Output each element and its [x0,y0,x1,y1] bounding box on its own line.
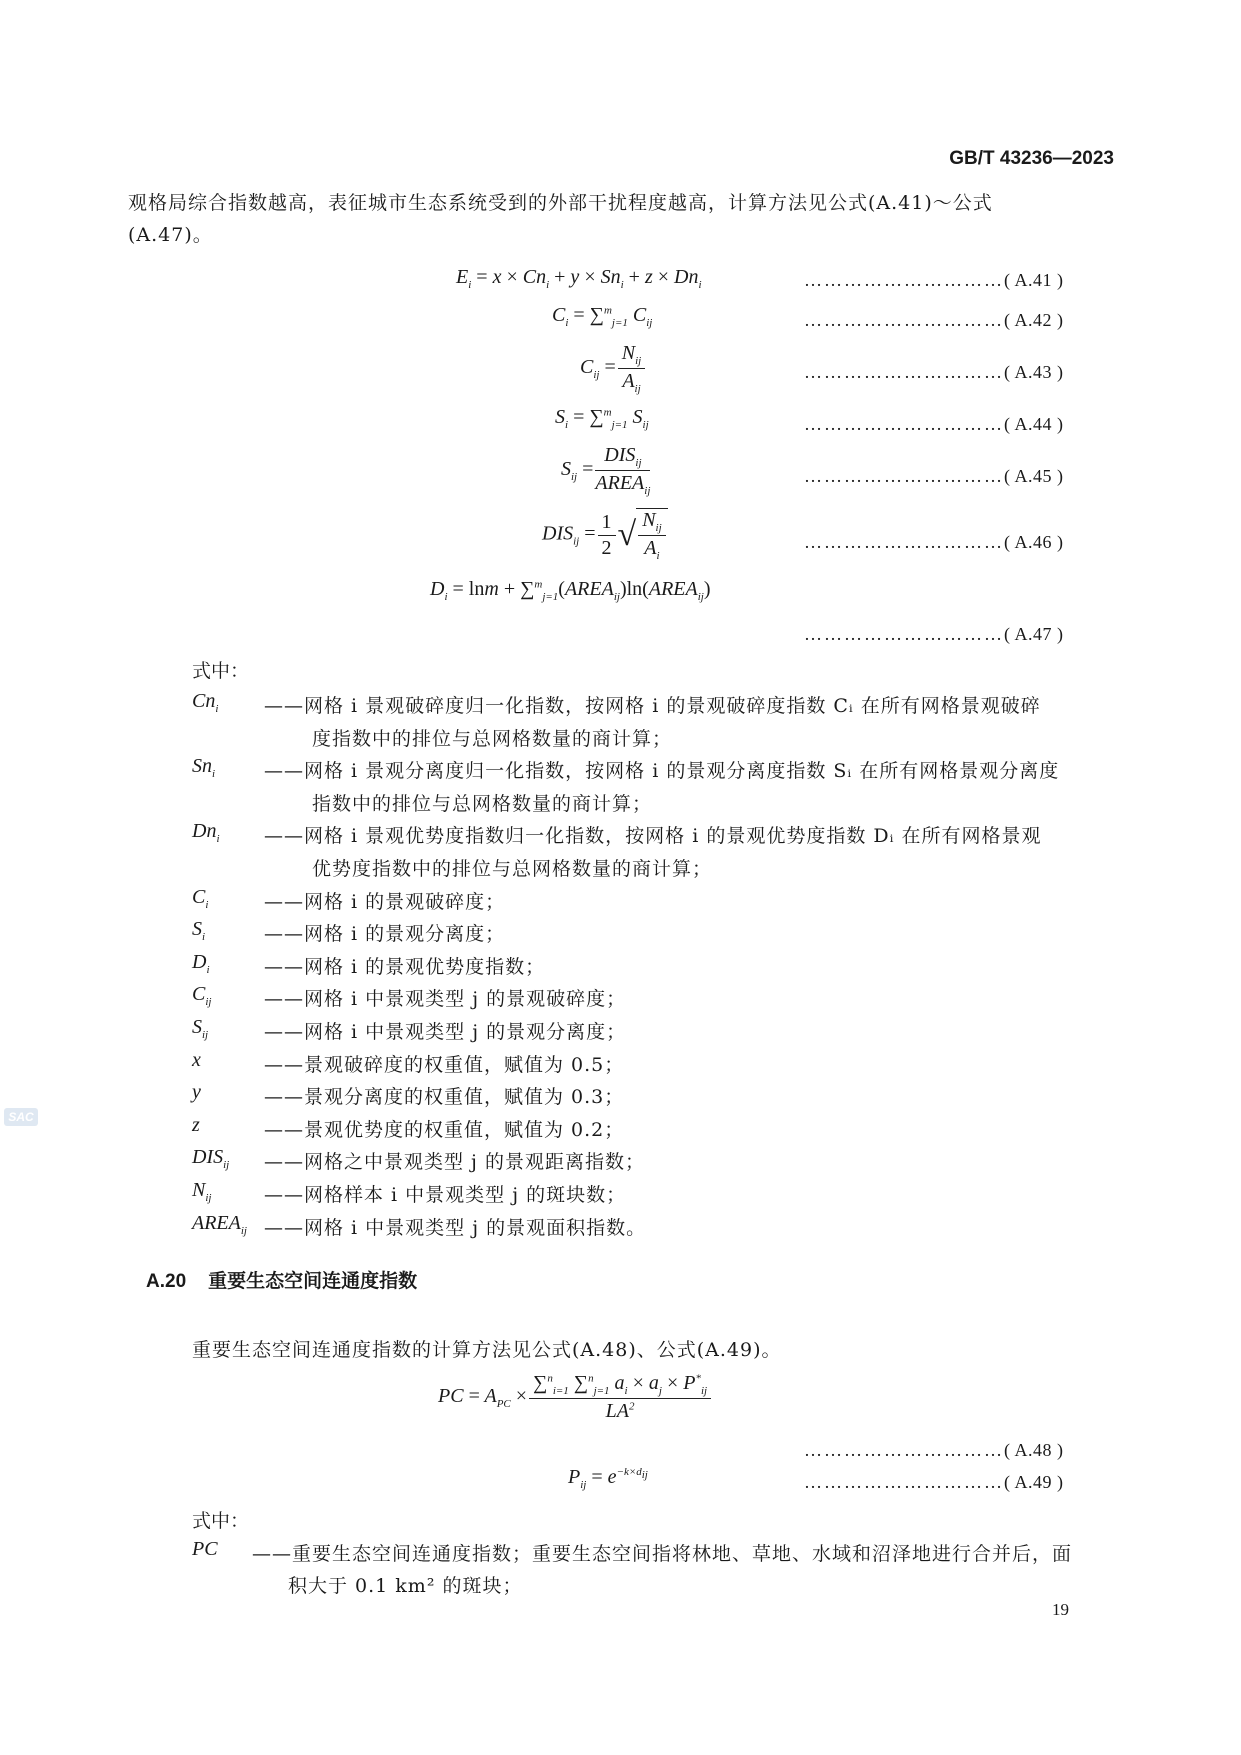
eq-number-a48: …………………………( A.48 ) [804,1440,1064,1460]
intro-line-2: (A.47)。 [128,224,213,246]
page-number: 19 [1052,1600,1069,1619]
definition-text: ——网格 i 中景观类型 j 的景观分离度； [264,1021,627,1043]
formula-a48: PC = $A_{PC}$ × $\frac{\sum^n_{i=1} \sum^n_{j=1} a_i \times a_j \times P^*_{ij}}{LA^2}$ [438,1372,713,1423]
section-title: 重要生态空间连通度指数 [208,1271,418,1292]
definition-symbol: $N_{ij}$ [192,1179,212,1204]
definition-text: ——景观破碎度的权重值，赋值为 0.5； [264,1053,625,1076]
definition-text: ——网格 i 景观优势度指数归一化指数，按网格 i 的景观优势度指数 Dᵢ 在所有网格景观 [264,825,1042,848]
definition-symbol: $AREA_{ij}$ [192,1211,247,1237]
definition-symbol: $Sn_i$ [192,755,216,781]
definition-text: ——网格样本 i 中景观类型 j 的斑块数； [264,1184,627,1206]
formula-a42: $C_i = \sum^m_{j=1}$ $C_{ij}$ [552,304,653,329]
formula-a49: $P_{ij} = e^{-k\times d_{ij}}$ [568,1466,648,1491]
eq-number-a45: …………………………( A.45 ) [804,466,1064,486]
definition-symbol: z [192,1113,200,1136]
eq-number-a44: …………………………( A.44 ) [804,414,1064,434]
definition-text-continued: 指数中的排位与总网格数量的商计算； [312,792,653,815]
definition-symbol: $DIS_{ij}$ [192,1146,230,1172]
eq-number-a42: …………………………( A.42 ) [804,310,1064,330]
eq-number-a41: …………………………( A.41 ) [804,270,1064,290]
definition-text: ——重要生态空间连通度指数；重要生态空间指将林地、草地、水域和沼泽地进行合并后，面 [252,1543,1073,1565]
definition-text: ——景观分离度的权重值，赋值为 0.3； [264,1086,625,1109]
definition-text: ——网格 i 中景观类型 j 的景观面积指数。 [264,1216,647,1239]
standard-number: GB/T 43236—2023 [949,148,1114,169]
formula-a43: $C_{ij}$ = $\frac{N_{ij}}{A_{ij}}$ [580,342,647,395]
definition-text: ——网格 i 的景观破碎度； [264,890,506,913]
formula-a44: $S_i = \sum^m_{j=1}$ $S_{ij}$ [555,406,649,431]
definition-symbol: $C_{ij}$ [192,983,212,1009]
definition-symbol: $C_i$ [192,885,209,911]
definition-text-continued: 度指数中的排位与总网格数量的商计算； [312,727,673,750]
formula-a46: $DIS_{ij}$ = $\frac{1}{2}$ √ $\frac{N_{ij}}{A_i}$ [542,508,668,562]
definition-text: ——网格 i 的景观优势度指数； [264,955,546,978]
definition-symbol: PC [192,1538,218,1560]
definition-text-continued: 优势度指数中的排位与总网格数量的商计算； [312,858,713,880]
intro-line-1: 观格局综合指数越高，表征城市生态系统受到的外部干扰程度越高，计算方法见公式(A.41)～公式 [128,192,993,214]
definition-text: ——网格 i 的景观分离度； [264,923,506,946]
definition-symbol: $Cn_i$ [192,690,219,715]
section-heading [146,1266,417,1293]
sac-watermark: SAC [4,1108,38,1126]
definition-symbol: $D_i$ [192,950,210,976]
definition-symbol: x [192,1048,201,1071]
eq-number-a49: …………………………( A.49 ) [804,1472,1064,1492]
where-label-2: 式中： [192,1510,250,1532]
definition-symbol: y [192,1081,201,1104]
definition-text: ——网格 i 中景观类型 j 的景观破碎度； [264,988,627,1011]
section-intro: 重要生态空间连通度指数的计算方法见公式(A.48)、公式(A.49)。 [192,1339,782,1361]
definition-text: ——网格 i 景观分离度归一化指数，按网格 i 的景观分离度指数 Sᵢ 在所有网格景观分离度 [264,760,1060,783]
definition-text: ——网格之中景观类型 j 的景观距离指数； [264,1151,645,1174]
definition-symbol: $S_{ij}$ [192,1016,209,1041]
section-number: A.20 [146,1271,187,1292]
eq-number-a46: …………………………( A.46 ) [804,532,1064,552]
formula-a41: $E_i = x \times Cn_i + y \times Sn_i + z \times Dn_i$ [456,266,702,291]
where-label: 式中： [192,660,250,682]
eq-number-a43: …………………………( A.43 ) [804,362,1064,382]
definition-text: ——景观优势度的权重值，赋值为 0.2； [264,1118,625,1141]
definition-text-continued: 积大于 0.1 km² 的斑块； [288,1575,523,1597]
eq-number-a47: …………………………( A.47 ) [804,624,1064,644]
formula-a45: $S_{ij}$ = $\frac{DIS_{ij}}{AREA_{ij}}$ [561,444,651,497]
definition-text: ——网格 i 景观破碎度归一化指数，按网格 i 的景观破碎度指数 Cᵢ 在所有网格景观破碎 [264,695,1041,717]
definition-symbol: $Dn_i$ [192,820,220,846]
formula-a47: $D_i = \ln m$ + $\sum^m_{j=1}(AREA_{ij})\ln(AREA_{ij})$ [430,578,711,603]
definition-symbol: $S_i$ [192,918,206,944]
